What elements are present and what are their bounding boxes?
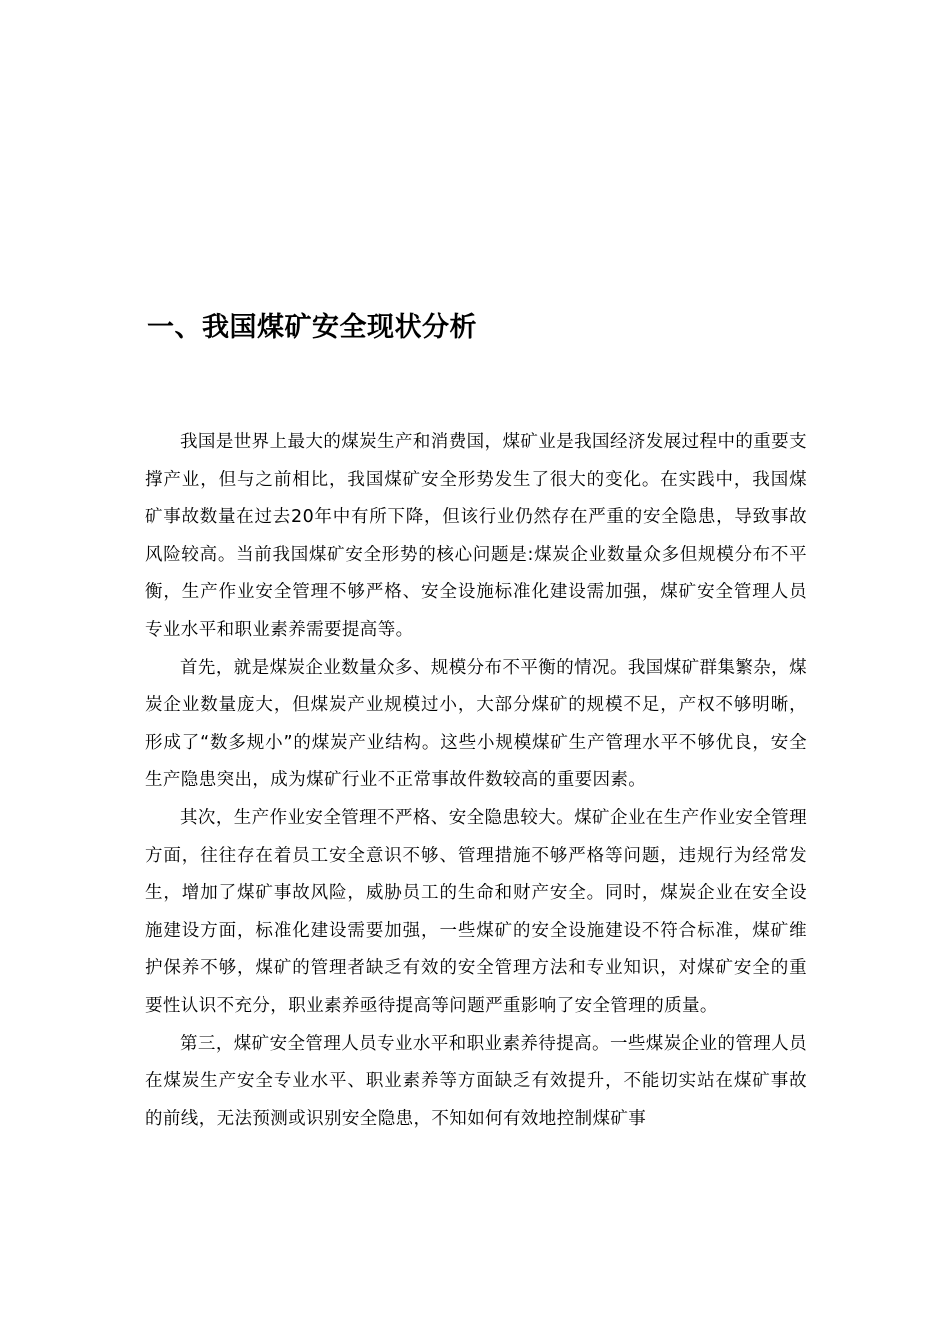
paragraph-first-point: 首先，就是煤炭企业数量众多、规模分布不平衡的情况。我国煤矿群集繁杂，煤炭企业数量庞大，但煤炭产业规模过小，大部分煤矿的规模不足，产权不够明晰，形成了“数多规小”的煤炭产业结构。这些小规模煤矿生产管理水平不够优良，安全生产隐患突出，成为煤矿行业不正常事故件数较高的重要因素。 xyxy=(145,657,807,791)
body-text xyxy=(145,424,807,1138)
paragraph-overview: 我国是世界上最大的煤炭生产和消费国，煤矿业是我国经济发展过程中的重要支撑产业，但与之前相比，我国煤矿安全形势发生了很大的变化。在实践中，我国煤矿事故数量在过去20年中有所下降，但该行业仍然存在严重的安全隐患，导致事故风险较高。当前我国煤矿安全形势的核心问题是:煤炭企业数量众多但规模分布不平衡，生产作业安全管理不够严格、安全设施标准化建设需加强，煤矿安全管理人员专业水平和职业素养需要提高等。 xyxy=(145,432,807,640)
paragraph-second-point: 其次，生产作业安全管理不严格、安全隐患较大。煤矿企业在生产作业安全管理方面，往往存在着员工安全意识不够、管理措施不够严格等问题，违规行为经常发生，增加了煤矿事故风险，威胁员工的生命和财产安全。同时，煤炭企业在安全设施建设方面，标准化建设需要加强，一些煤矿的安全设施建设不符合标准，煤矿维护保养不够，煤矿的管理者缺乏有效的安全管理方法和专业知识，对煤矿安全的重要性认识不充分，职业素养亟待提高等问题严重影响了安全管理的质量。 xyxy=(145,807,807,1016)
section-heading: 一、我国煤矿安全现状分析 xyxy=(147,312,477,343)
paragraph-third-point: 第三，煤矿安全管理人员专业水平和职业素养待提高。一些煤炭企业的管理人员在煤炭生产安全专业水平、职业素养等方面缺乏有效提升，不能切实站在煤矿事故的前线，无法预测或识别安全隐患，不知如何有效地控制煤矿事 xyxy=(145,1033,807,1129)
